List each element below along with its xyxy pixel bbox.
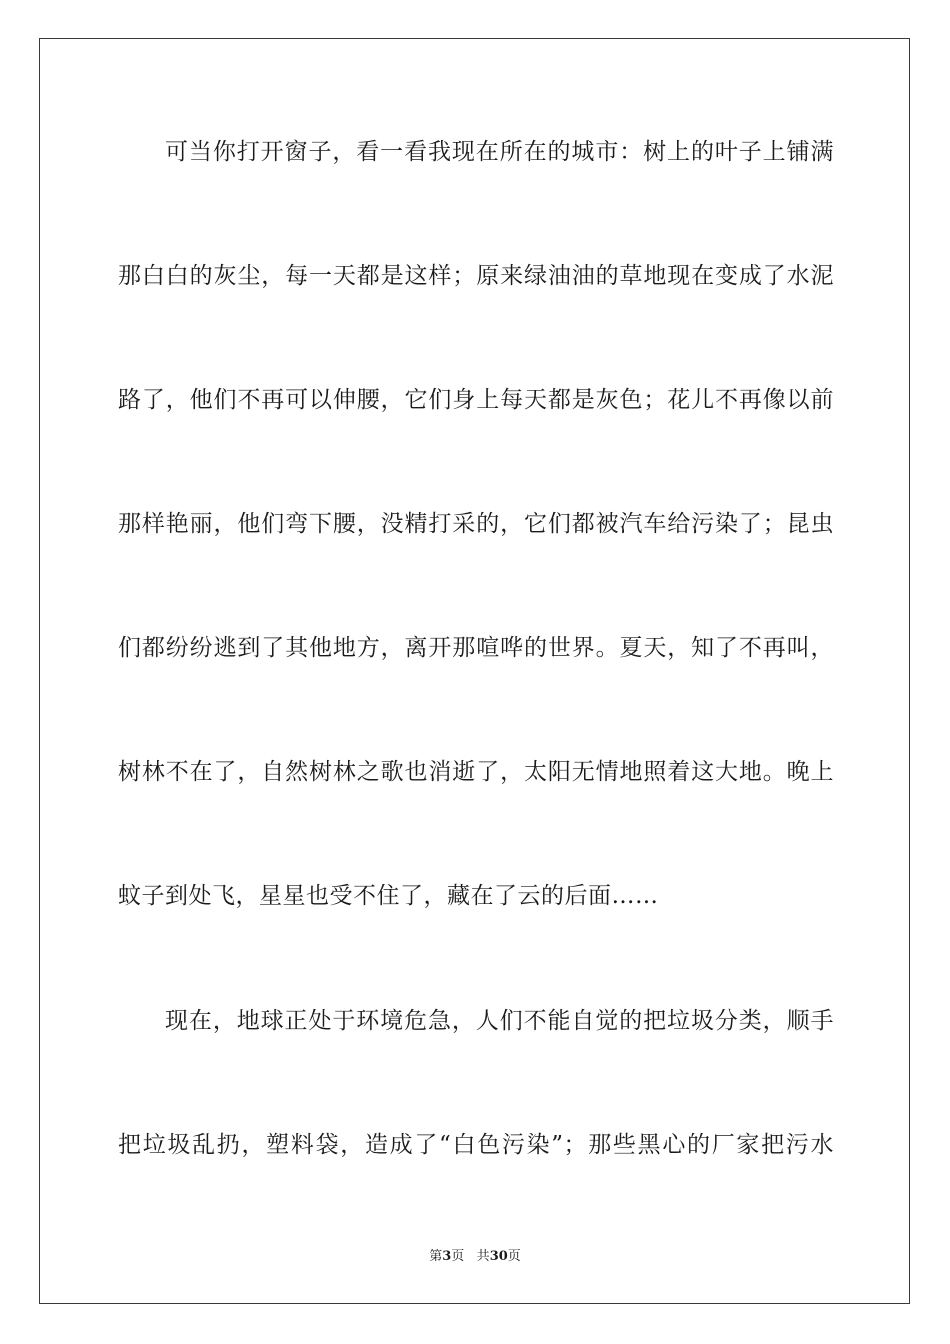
page-prefix: 第 (429, 1249, 443, 1264)
paragraph-1-line-2: 那白白的灰尘，每一天都是这样；原来绿油油的草地现在变成了水泥 (118, 263, 834, 289)
paragraph-1-line-1: 可当你打开窗子，看一看我现在所在的城市：树上的叶子上铺满 (165, 139, 834, 165)
paragraph-1-line-3: 路了，他们不再可以伸腰，它们身上每天都是灰色；花儿不再像以前 (118, 387, 834, 413)
page-border (39, 38, 910, 1304)
total-suffix: 页 (507, 1249, 521, 1264)
page-number: 3 (442, 1249, 452, 1264)
paragraph-1-line-5: 们都纷纷逃到了其他地方，离开那喧哗的世界。夏天，知了不再叫， (118, 635, 834, 661)
page-footer (0, 1248, 950, 1266)
paragraph-1-line-4: 那样艳丽，他们弯下腰，没精打采的，它们都被汽车给污染了；昆虫 (118, 511, 834, 537)
paragraph-2-line-1: 现在，地球正处于环境危急，人们不能自觉的把垃圾分类，顺手 (165, 1008, 834, 1034)
paragraph-1-line-7: 蚊子到处飞，星星也受不住了，藏在了云的后面…… (118, 883, 659, 909)
total-pages: 30 (489, 1249, 508, 1264)
paragraph-2-line-2: 把垃圾乱扔，塑料袋，造成了“白色污染”；那些黑心的厂家把污水 (118, 1132, 834, 1158)
page-suffix: 页 (451, 1249, 465, 1264)
paragraph-1-line-6: 树林不在了，自然树林之歌也消逝了，太阳无情地照着这大地。晚上 (118, 759, 834, 785)
total-prefix: 共 (476, 1249, 490, 1264)
